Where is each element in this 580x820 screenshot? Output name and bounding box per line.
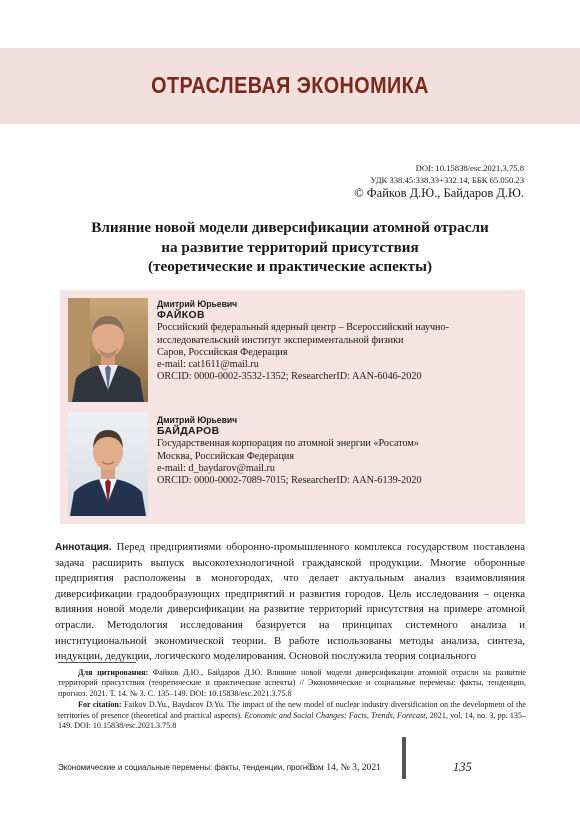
author-location: Москва, Российская Федерация [157,450,295,462]
author-info [157,298,517,383]
abstract-label: Аннотация. [55,542,112,553]
citation-en-text: Faikov D.Yu., Baydarov D.Yu. The impact of the new model of nuclear industry diversification on the development of the territories of presence (theoretical and practical aspects). [58,700,526,720]
author-email[interactable]: e-mail: d_baydarov@mail.ru [157,462,276,474]
author-location: Саров, Российская Федерация [157,346,288,358]
author-first-name: Дмитрий Юрьевич [157,414,238,425]
citation-ru [58,668,526,699]
article-title-line: Влияние новой модели диверсификации атомной отрасли [91,219,489,236]
doi-line: DOI: 10.15838/esc.2021.3.75.8 [415,163,524,173]
article-title-line: на развитие территорий присутствия [161,238,419,256]
author-photo [68,298,148,402]
author-affiliation: исследовательский институт экспериментальной физики [157,334,404,346]
author-first-name: Дмитрий Юрьевич [157,298,238,309]
author-last-name: ФАЙКОВ [157,310,205,322]
abstract-text: Перед предприятиями оборонно-промышленного комплекса государством поставлена задача расширить выпуск высокотехнологичной гражданской продукции. Многие оборонные предприятия расположены в моногородах, что делает актуальным анализ взаимовлияния диверсификации градообразующих предприятий и развития городов. Цель исследования – оценка влияния новой модели диверсификации на развитие территорий присутствия на примере атомной отрасли. Методология исследования базируется на принципах системного анализа и институциональной экономической теории. В работе использованы методы анализа, синтеза, индукции, дедукции, логического моделирования. Основой послужила теория социального [55,541,526,663]
author-email[interactable]: e-mail: cat1611@mail.ru [157,359,259,371]
citation-en-journal: Economic and Social Changes: Facts, Trends, Forecast [244,710,426,720]
footnotes [58,668,526,732]
author-last-name: БАЙДАРОВ [157,426,220,438]
author-affiliation: Государственная корпорация по атомной энергии «Росатом» [157,438,419,450]
footer-issue: Том 14, № 3, 2021 [308,762,381,773]
citation-en-label: For citation: [78,700,122,710]
author-portrait-icon [68,412,148,516]
author-ids: ORCID: 0000-0002-3532-1352; ResearcherID: AAN-6046-2020 [157,371,422,383]
section-title: ОТРАСЛЕВАЯ ЭКОНОМИКА [151,72,429,98]
copyright-line: © Файков Д.Ю., Байдаров Д.Ю. [354,186,524,200]
citation-ru-text: Файков Д.Ю., Байдаров Д.Ю. Влияние новой модели диверсификации атомной отрасли на развитие территорий присутствия (теоретические и практические аспекты) // Экономические и социальные перемены: факты, тенденции, прогноз. 2021. Т. 14. № 3. С. 135–149. DOI: 10.15838/esc.2021.3.75.8 [58,668,526,698]
author-info [157,414,517,487]
author-ids: ORCID: 0000-0002-7089-7015; ResearcherID: AAN-6139-2020 [157,475,422,487]
footer-journal-title: Экономические и социальные перемены: факты, тенденции, прогноз [58,762,316,772]
authors-box [60,290,525,524]
citation-en [58,700,526,731]
udk-line: УДК 338.45:338.33+332.14, ББК 65.050.23 [370,175,524,185]
abstract [55,540,525,665]
author-portrait-icon [68,298,148,402]
article-title-line: (теоретические и практические аспекты) [147,258,433,275]
author-photo [68,412,148,516]
footer-divider [402,737,406,779]
citation-ru-label: Для цитирования: [78,668,149,677]
footnote-divider [58,662,136,663]
author-affiliation: Российский федеральный ядерный центр – Всероссийский научно- [157,322,450,334]
article-title [40,218,540,277]
page-number: 135 [453,760,472,774]
citation-en-details: , 2021, vol. 14, no. 3, pp. 135–149. DOI: 10.15838/esc.2021.3.75.8 [58,710,527,731]
